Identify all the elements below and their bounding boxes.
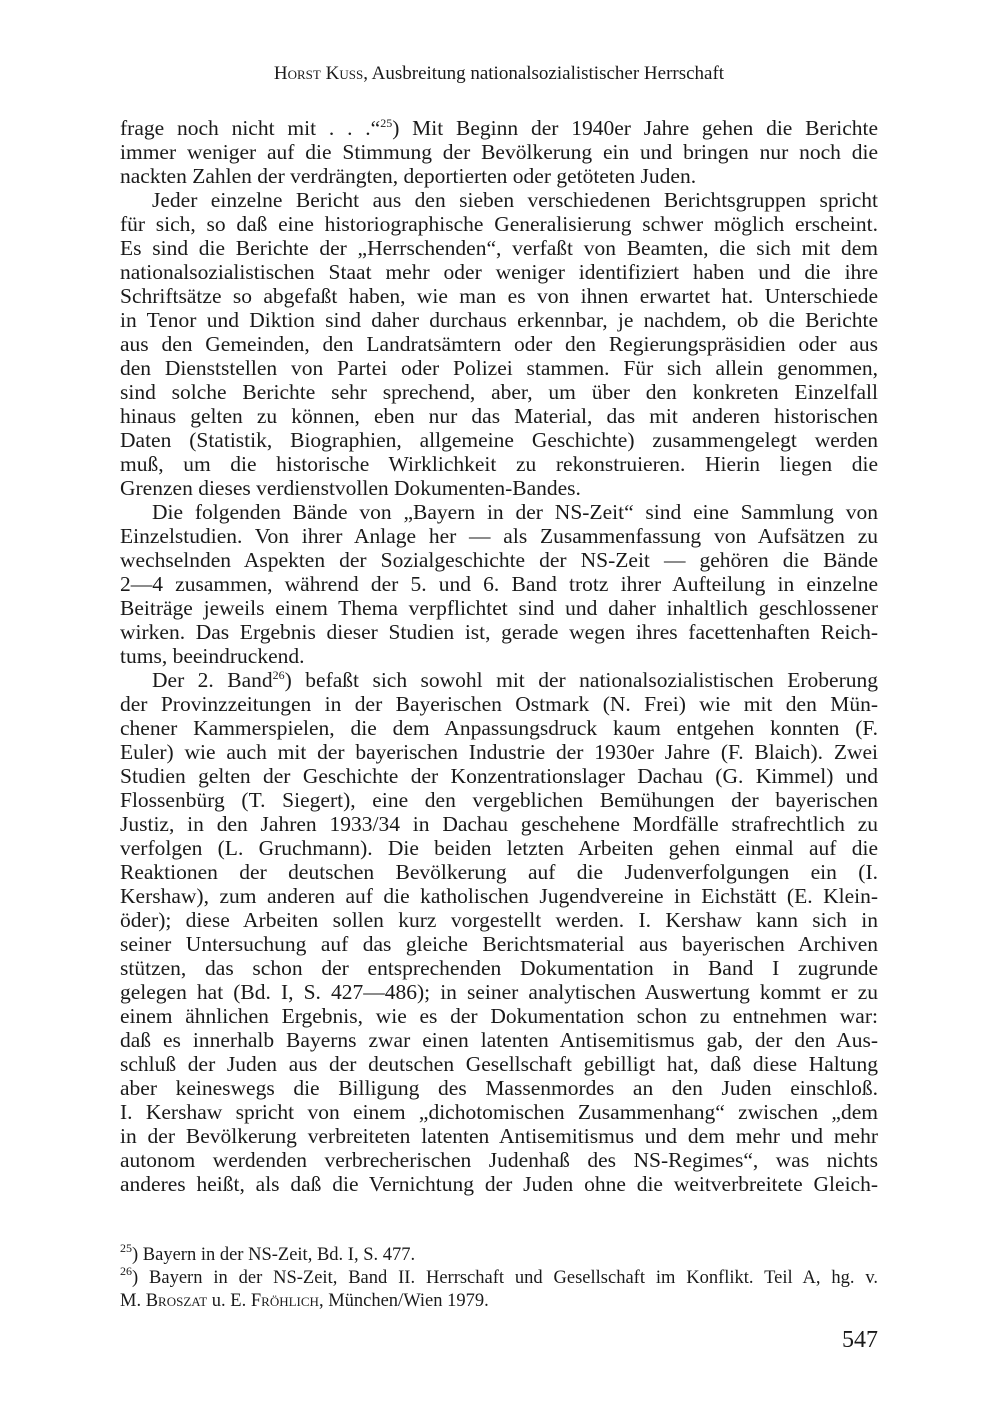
- footnote-reference: 26: [272, 668, 285, 682]
- text-line-content: aber keineswegs die Billigung des Massenmordes an den Juden einschloß.: [120, 1076, 878, 1100]
- text-line: [120, 668, 878, 692]
- footnote-reference: 25: [380, 116, 393, 130]
- text-line-content: ) Mit Beginn der 1940er Jahre gehen die Berichte: [392, 116, 878, 140]
- text-line: [120, 212, 878, 236]
- footnote-26-continued: [120, 1290, 878, 1313]
- text-line: [120, 380, 878, 404]
- text-line: [120, 308, 878, 332]
- text-line: [120, 812, 878, 836]
- text-line-content: den Dienststellen von Partei oder Polizei stammen. Für sich allein genommen,: [120, 356, 878, 380]
- text-line-content: Euler) wie auch mit der bayerischen Industrie der 1930er Jahre (F. Blaich). Zwei: [120, 740, 878, 764]
- text-line: [120, 452, 878, 476]
- text-line: [120, 116, 878, 140]
- text-line-content: gelegen hat (Bd. I, S. 427—486); in seiner analytischen Auswertung kommt er zu: [120, 980, 878, 1004]
- text-line-content: öder); diese Arbeiten sollen kurz vorgestellt werden. I. Kershaw kann sich in: [120, 908, 878, 932]
- text-line: [120, 332, 878, 356]
- text-line-content: einem ähnlichen Ergebnis, wie es der Dokumentation schon zu entnehmen war:: [120, 1004, 878, 1028]
- text-line-content: seiner Untersuchung auf das gleiche Berichtsmaterial aus bayerischen Archiven: [120, 932, 878, 956]
- text-line: [120, 428, 878, 452]
- footnote-text: ) Bayern in der NS-Zeit, Band II. Herrschaft und Gesellschaft im Konflikt. Teil A, hg. v.: [132, 1268, 878, 1288]
- text-line: [120, 1124, 878, 1148]
- footnote-editor-name: Broszat: [145, 1291, 208, 1311]
- text-line-content: Reaktionen der deutschen Bevölkerung auf die Judenverfolgungen ein (I.: [120, 860, 878, 884]
- text-line-content: stützen, das schon der entsprechenden Dokumentation in Band I zugrunde: [120, 956, 878, 980]
- text-line: [120, 596, 878, 620]
- text-line: [120, 548, 878, 572]
- text-line-content: für sich, so daß eine historiographische Generalisierung schwer möglich erscheint.: [120, 212, 878, 236]
- text-line-content: verfolgen (L. Gruchmann). Die beiden letzten Arbeiten gehen einmal auf die: [120, 836, 878, 860]
- text-line-content: muß, um die historische Wirklichkeit zu rekonstruieren. Hierin liegen die: [120, 452, 878, 476]
- footnote-text: ) Bayern in der NS-Zeit, Bd. I, S. 477.: [132, 1245, 416, 1265]
- text-line: [120, 140, 878, 164]
- text-line-content: tums, beeindruckend.: [120, 644, 305, 668]
- text-line: [120, 956, 878, 980]
- text-line: [120, 500, 878, 524]
- text-line: [120, 572, 878, 596]
- text-line: [120, 1028, 878, 1052]
- text-line: [120, 1076, 878, 1100]
- text-line-content: Der 2. Band: [152, 668, 273, 692]
- text-line: [120, 884, 878, 908]
- text-line-content: Es sind die Berichte der „Herrschenden“, verfaßt von Beamten, die sich mit dem: [120, 236, 878, 260]
- text-line: [120, 236, 878, 260]
- page-number: 547: [842, 1327, 878, 1353]
- text-line-content: autonom werdenden verbrecherischen Judenhaß des NS-Regimes“, was nichts: [120, 1148, 878, 1172]
- text-line-content: aus den Gemeinden, den Landratsämtern oder den Regierungspräsidien oder aus: [120, 332, 878, 356]
- text-line-content: daß es innerhalb Bayerns zwar einen latenten Antisemitismus gab, der den Aus-: [120, 1028, 878, 1052]
- footnote-editor-name: Fröhlich: [250, 1291, 319, 1311]
- text-line: [120, 1148, 878, 1172]
- text-line: [120, 716, 878, 740]
- footnote-26: [120, 1264, 878, 1290]
- text-line: [120, 980, 878, 1004]
- text-line-content: der Provinzzeitungen in der Bayerischen Ostmark (N. Frei) wie mit den Mün-: [120, 692, 878, 716]
- text-line: [120, 476, 878, 500]
- text-line-content: Schriftsätze so abgefaßt haben, wie man es von ihnen erwartet hat. Unterschiede: [120, 284, 878, 308]
- text-line-content: Flossenbürg (T. Siegert), eine den vergeblichen Bemühungen der bayerischen: [120, 788, 878, 812]
- text-line: [120, 932, 878, 956]
- text-line: [120, 284, 878, 308]
- text-line: [120, 788, 878, 812]
- text-line-content: nackten Zahlen der verdrängten, deportierten oder getöteten Juden.: [120, 164, 697, 188]
- text-line: [120, 1052, 878, 1076]
- text-line: [120, 404, 878, 428]
- text-line: [120, 356, 878, 380]
- text-line: [120, 1004, 878, 1028]
- text-line-content: schluß der Juden aus der deutschen Gesellschaft gebilligt hat, daß diese Haltung: [120, 1052, 878, 1076]
- text-line: [120, 620, 878, 644]
- text-line-content: wirken. Das Ergebnis dieser Studien ist, gerade wegen ihres facettenhaften Reich-: [120, 620, 878, 644]
- text-line-content: hinaus gelten zu können, eben nur das Material, das mit anderen historischen: [120, 404, 878, 428]
- body-text: [120, 116, 878, 1196]
- running-head-title: , Ausbreitung nationalsozialistischer Herrschaft: [363, 63, 725, 84]
- footnote-mark: 26: [120, 1264, 132, 1278]
- text-line-content: frage noch nicht mit . . .“: [120, 116, 381, 140]
- footnote-text-part: u. E.: [207, 1291, 251, 1311]
- footnotes: [120, 1241, 878, 1313]
- text-line: [120, 1172, 878, 1196]
- running-head: [120, 62, 878, 86]
- footnote-25: [120, 1241, 878, 1267]
- footnote-mark: 25: [120, 1241, 132, 1255]
- text-line: [120, 644, 878, 668]
- text-line-content: sind solche Berichte sehr sprechend, aber, um über den konkreten Einzelfall: [120, 380, 878, 404]
- text-line-content: wechselnden Aspekten der Sozialgeschichte der NS-Zeit — gehören die Bände: [120, 548, 878, 572]
- text-line: [120, 164, 878, 188]
- text-line-content: Einzelstudien. Von ihrer Anlage her — als Zusammenfassung von Aufsätzen zu: [120, 524, 878, 548]
- text-line-content: Studien gelten der Geschichte der Konzentrationslager Dachau (G. Kimmel) und: [120, 764, 878, 788]
- text-line: [120, 764, 878, 788]
- text-line-content: Jeder einzelne Bericht aus den sieben verschiedenen Berichtsgruppen spricht: [152, 188, 878, 212]
- text-line: [120, 188, 878, 212]
- text-line-content: Grenzen dieses verdienstvollen Dokumenten-Bandes.: [120, 476, 581, 500]
- text-line-content: Justiz, in den Jahren 1933/34 in Dachau geschehene Mordfälle strafrechtlich zu: [120, 812, 878, 836]
- text-line-content: immer weniger auf die Stimmung der Bevölkerung ein und bringen nur noch die: [120, 140, 878, 164]
- text-line: [120, 692, 878, 716]
- text-line: [120, 524, 878, 548]
- text-line-content: Kershaw), zum anderen auf die katholischen Jugendvereine in Eichstätt (E. Klein-: [120, 884, 878, 908]
- text-line-content: 2—4 zusammen, während der 5. und 6. Band trotz ihrer Aufteilung in einzelne: [120, 572, 878, 596]
- footnote-text-part: M.: [120, 1291, 146, 1311]
- text-line-content: nationalsozialistischen Staat mehr oder weniger identifiziert haben und die ihre: [120, 260, 878, 284]
- text-line-content: Die folgenden Bände von „Bayern in der NS-Zeit“ sind eine Sammlung von: [152, 500, 878, 524]
- text-line-content: Beiträge jeweils einem Thema verpflichtet sind und daher inhaltlich geschlossener: [120, 596, 878, 620]
- text-line-content: ) befaßt sich sowohl mit der nationalsozialistischen Eroberung: [284, 668, 878, 692]
- text-line-content: anderes heißt, als daß die Vernichtung der Juden ohne die weitverbreitete Gleich-: [120, 1172, 878, 1196]
- text-line-content: chener Kammerspielen, die dem Anpassungsdruck kaum entgehen konnten (F.: [120, 716, 878, 740]
- text-line: [120, 260, 878, 284]
- text-line-content: in der Bevölkerung verbreiteten latenten Antisemitismus und dem mehr und mehr: [120, 1124, 878, 1148]
- text-line-content: I. Kershaw spricht von einem „dichotomischen Zusammenhang“ zwischen „dem: [120, 1100, 878, 1124]
- text-line: [120, 908, 878, 932]
- text-line-content: in Tenor und Diktion sind daher durchaus erkennbar, je nachdem, ob die Berichte: [120, 308, 878, 332]
- text-line: [120, 860, 878, 884]
- text-line: [120, 1100, 878, 1124]
- running-head-author: Horst Kuss: [273, 63, 364, 84]
- text-line-content: Daten (Statistik, Biographien, allgemeine Geschichte) zusammengelegt werden: [120, 428, 878, 452]
- text-line: [120, 836, 878, 860]
- text-line: [120, 740, 878, 764]
- footnote-text-part: , München/Wien 1979.: [318, 1291, 489, 1311]
